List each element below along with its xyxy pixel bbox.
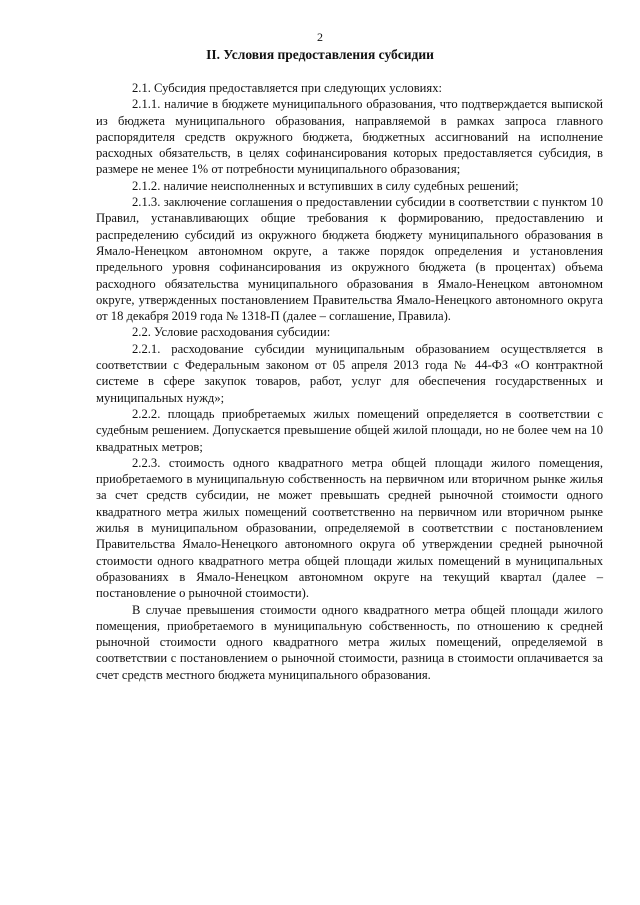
section-title: II. Условия предоставления субсидии	[206, 47, 434, 62]
paragraph-2-1-3: 2.1.3. заключение соглашения о предоставлении субсидии в соответствии с пунктом 10 Правил, устанавливающих общие требования к формированию, предоставлению и распределению субсидий из окружного бюджета бюджету муниципального образования в Ямало-Ненецком автономном округе, а также порядок определения и установления предельного уровня софинансирования из окружного бюджета (в процентах) объема расходного обязательства муниципального образования в Ямало-Ненецком автономном округе, утвержденных постановлением Правительства Ямало-Ненецкого автономного округа от 18 декабря 2019 года № 1318-П (далее – соглашение, Правила).	[96, 195, 603, 324]
page-number: 2	[317, 30, 323, 44]
paragraph-2-1-2: 2.1.2. наличие неисполненных и вступивших в силу судебных решений;	[132, 178, 519, 193]
paragraph-2-1: 2.1. Субсидия предоставляется при следующих условиях:	[132, 81, 442, 95]
paragraph-price-excess: В случае превышения стоимости одного квадратного метра общей площади жилого помещения, приобретаемого в муниципальную собственность, по отношению к средней рыночной стоимости одного квадратного метра жилых помещений, определяемой в соответствии с постановлением о рыночной стоимости, разница в стоимости оплачивается за счет средств местного бюджета муниципального образования.	[96, 602, 603, 682]
document-body	[96, 80, 603, 683]
paragraph-2-2: 2.2. Условие расходования субсидии:	[132, 325, 331, 340]
paragraph-2-2-2: 2.2.2. площадь приобретаемых жилых помещений определяется в соответствии с судебным решением. Допускается превышение общей жилой площади, но не более чем на 10 квадратных метров;	[96, 406, 603, 454]
paragraph-2-2-1: 2.2.1. расходование субсидии муниципальным образованием осуществляется в соответствии с Федеральным законом от 05 апреля 2013 года № 44-ФЗ «О контрактной системе в сфере закупок товаров, работ, услуг для обеспечения государственных и муниципальных нужд»;	[96, 341, 603, 405]
paragraph-2-2-3: 2.2.3. стоимость одного квадратного метра общей площади жилого помещения, приобретаемого в муниципальную собственность на первичном или вторичном рынке жилья за счет средств субсидии, не может превышать средней рыночной стоимости одного квадратного метра жилых помещений соответственно на первичном или вторичном рынке жилья в муниципальном образовании, определяемой в соответствии с постановлением Правительства Ямало-Ненецкого автономного округа об утверждении средней рыночной стоимости одного квадратного метра общей площади жилых помещений в муниципальных образованиях в Ямало-Ненецком автономном округе на текущий квартал (далее – постановление о рыночной стоимости).	[96, 455, 603, 601]
paragraph-2-1-1: 2.1.1. наличие в бюджете муниципального образования, что подтверждается выпиской из бюджета муниципального образования, направляемой в рамках запроса главного распорядителя средств окружного бюджета, бюджетных ассигнований на исполнение расходных обязательств, в целях софинансирования которых предоставляется субсидия, в размере не менее 1% от потребности муниципального образования;	[96, 97, 603, 177]
